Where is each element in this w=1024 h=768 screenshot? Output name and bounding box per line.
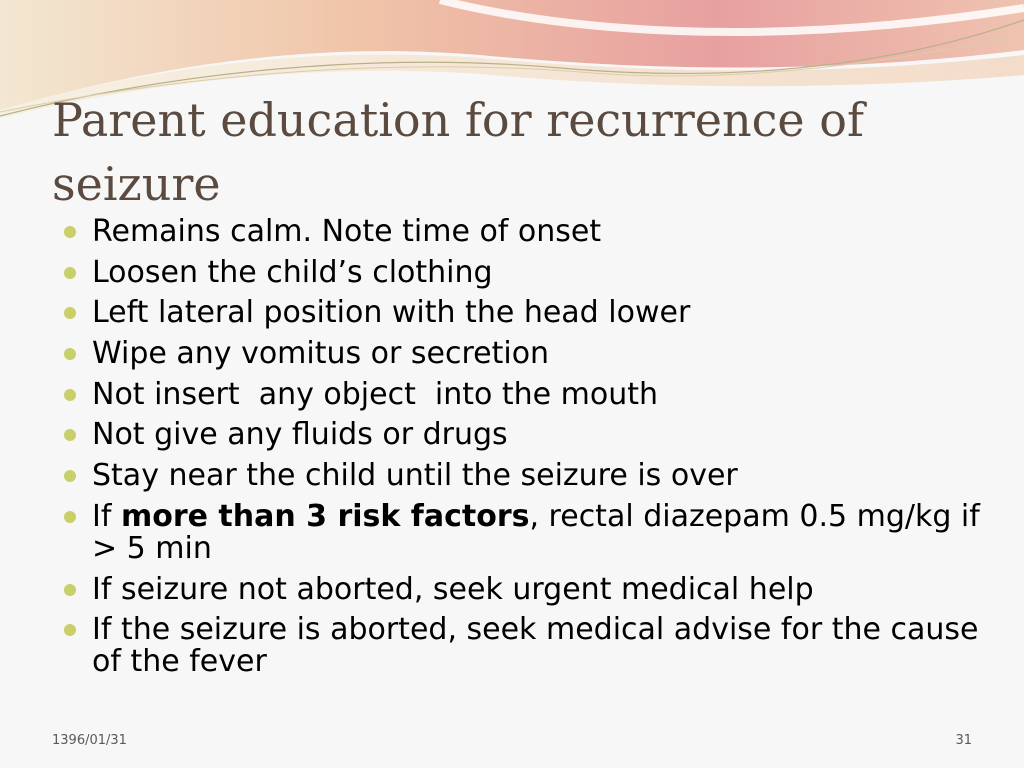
bullet-item — [62, 614, 982, 678]
footer-date: 1396/01/31 — [52, 733, 127, 748]
bullet-item — [62, 460, 982, 492]
bullet-text-suffix: , rectal diazepam 0.5 mg/kg if > 5 min — [92, 498, 980, 566]
bullet-text-prefix: If — [92, 498, 121, 534]
bullet-text: If the seizure is aborted, seek medical advise for the cause of the fever — [92, 612, 979, 680]
bullet-item — [62, 216, 982, 248]
bullet-marker-icon — [64, 348, 76, 360]
bullet-item — [62, 571, 982, 607]
bullet-item — [62, 297, 982, 329]
bullet-text: Stay near the child until the seizure is over — [92, 458, 738, 494]
bullet-text: Not give any fluids or drugs — [92, 417, 508, 453]
bullet-text: Remains calm. Note time of onset — [92, 214, 602, 249]
bullet-item — [62, 338, 982, 370]
bullet-marker-icon — [64, 226, 76, 238]
bullet-marker-icon — [64, 584, 76, 596]
bullet-marker-icon — [64, 429, 76, 441]
bullet-marker-icon — [64, 470, 76, 482]
bullet-marker-icon — [64, 511, 76, 523]
bullet-marker-icon — [64, 307, 76, 319]
bullet-marker-icon — [64, 389, 76, 401]
bullet-text: Not insert any object into the mouth — [92, 376, 659, 412]
bullet-item — [62, 254, 982, 290]
bullet-item — [62, 419, 982, 451]
bullet-text: Left lateral position with the head lower — [92, 295, 691, 331]
slide-title: Parent education for recurrence of seizure — [52, 93, 864, 211]
bullet-marker-icon — [64, 267, 76, 279]
bullet-text: If seizure not aborted, seek urgent medical help — [92, 571, 814, 607]
bullet-item — [62, 498, 982, 566]
bullet-item — [62, 376, 982, 412]
page-number: 31 — [955, 733, 972, 748]
bullet-marker-icon — [64, 624, 76, 636]
bullet-text-emphasis: more than 3 risk factors — [120, 498, 530, 534]
bullet-text: Wipe any vomitus or secretion — [92, 336, 550, 372]
bullet-list — [62, 216, 982, 687]
bullet-text: Loosen the child’s clothing — [92, 254, 493, 290]
